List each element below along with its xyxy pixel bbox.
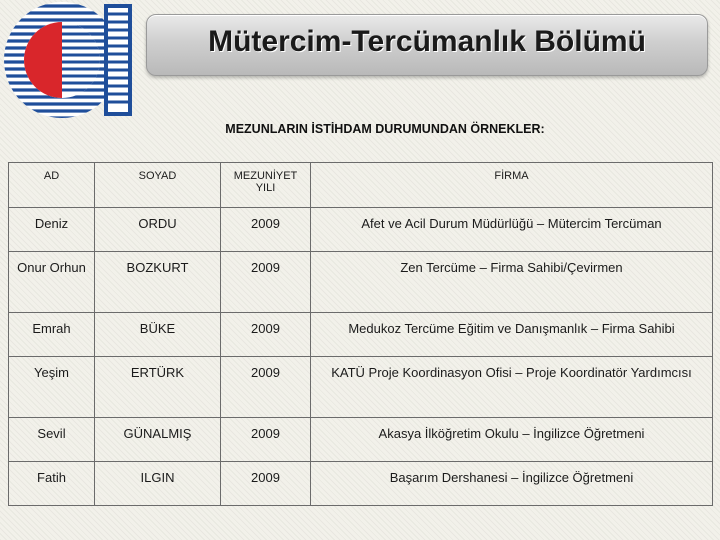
table-row [9,462,713,506]
cell-soyad: ERTÜRK [95,357,221,418]
cell-ad: Fatih [9,462,95,506]
column-header-ad: AD [9,163,95,208]
cell-yil: 2009 [221,462,311,506]
column-header-mezuniyet-yili: MEZUNİYET YILI [221,163,311,208]
column-header-firma: FİRMA [311,163,713,208]
column-header-soyad: SOYAD [95,163,221,208]
cell-ad: Sevil [9,418,95,462]
cell-yil: 2009 [221,252,311,313]
cell-soyad: ORDU [95,208,221,252]
table-row [9,357,713,418]
page-title: Mütercim-Tercümanlık Bölümü [208,25,646,58]
cell-soyad: GÜNALMIŞ [95,418,221,462]
cell-soyad: BÜKE [95,313,221,357]
cell-firma: Akasya İlköğretim Okulu – İngilizce Öğretmeni [311,418,713,462]
cell-firma: Medukoz Tercüme Eğitim ve Danışmanlık – Firma Sahibi [311,313,713,357]
cell-yil: 2009 [221,418,311,462]
table-header-row [9,163,713,208]
cell-ad: Emrah [9,313,95,357]
cell-ad: Onur Orhun [9,252,95,313]
cell-soyad: ILGIN [95,462,221,506]
cell-firma: Afet ve Acil Durum Müdürlüğü – Mütercim Tercüman [311,208,713,252]
cell-firma: Zen Tercüme – Firma Sahibi/Çevirmen [311,252,713,313]
cell-yil: 2009 [221,357,311,418]
table-row [9,252,713,313]
cell-yil: 2009 [221,208,311,252]
table-row [9,418,713,462]
university-logo-icon [0,0,140,122]
graduates-table [8,162,713,506]
section-subtitle: MEZUNLARIN İSTİHDAM DURUMUNDAN ÖRNEKLER: [225,122,545,136]
cell-yil: 2009 [221,313,311,357]
cell-ad: Deniz [9,208,95,252]
table-row [9,208,713,252]
cell-firma: KATÜ Proje Koordinasyon Ofisi – Proje Koordinatör Yardımcısı [311,357,713,418]
cell-ad: Yeşim [9,357,95,418]
table-row [9,313,713,357]
cell-soyad: BOZKURT [95,252,221,313]
cell-firma: Başarım Dershanesi – İngilizce Öğretmeni [311,462,713,506]
